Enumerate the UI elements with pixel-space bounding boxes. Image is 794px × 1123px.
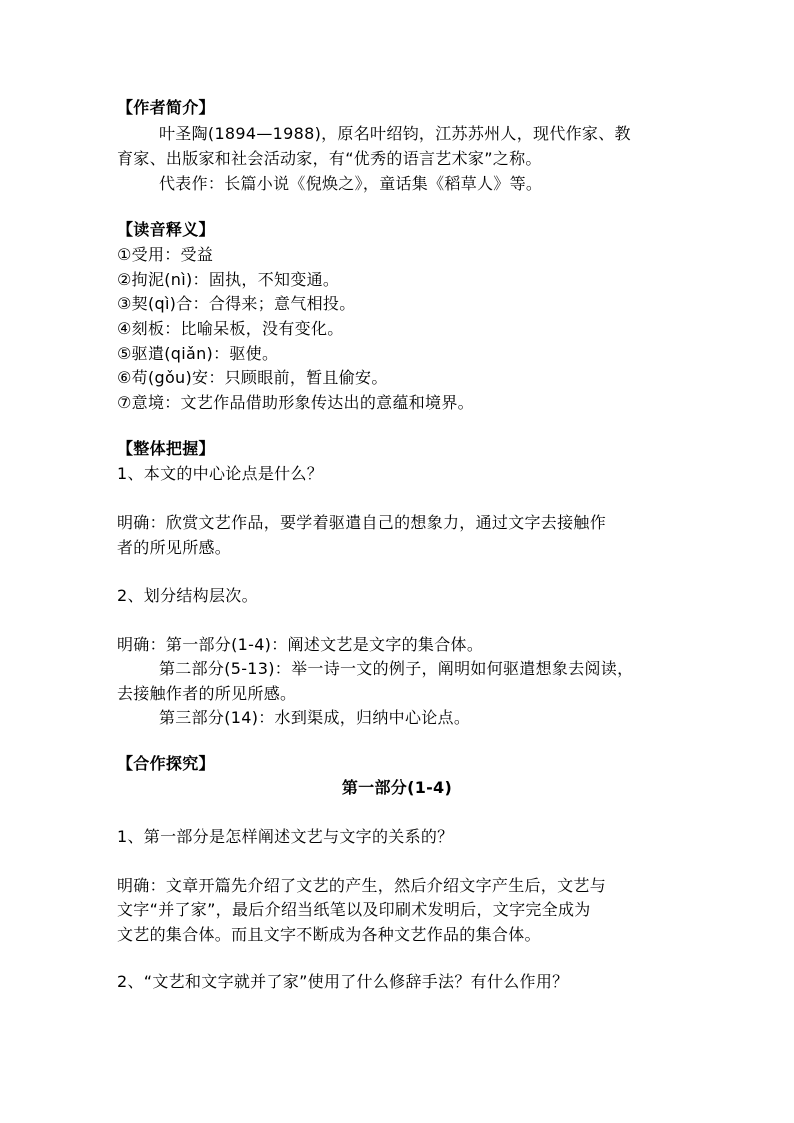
pronunciation-item-6: ⑥苟(gǒu)安：只顾眼前，暂且偷安。 — [117, 368, 388, 387]
overall-answer-2-line-4: 第三部分(14)：水到渠成，归纳中心论点。 — [159, 708, 471, 727]
overall-answer-1-line-2: 者的所见所感。 — [117, 538, 232, 557]
author-works-line: 代表作：长篇小说《倪焕之》，童话集《稻草人》等。 — [159, 174, 543, 193]
cooperation-answer-1-line-1: 明确：文章开篇先介绍了文艺的产生，然后介绍文字产生后，文艺与 — [117, 876, 607, 895]
overall-answer-2-line-1: 明确：第一部分(1-4)：阐述文艺是文字的集合体。 — [117, 635, 484, 654]
pronunciation-item-3: ③契(qì)合：合得来；意气相投。 — [117, 294, 356, 313]
overall-answer-1-line-1: 明确：欣赏文艺作品，要学着驱遣自己的想象力，通过文字去接触作 — [117, 513, 607, 532]
author-intro-line-1: 叶圣陶(1894—1988)，原名叶绍钧，江苏苏州人，现代作家、教 — [159, 124, 631, 143]
cooperation-answer-1-line-3: 文艺的集合体。而且文字不断成为各种文艺作品的集合体。 — [117, 925, 541, 944]
cooperation-heading: 【合作探究】 — [117, 754, 215, 773]
pronunciation-item-1: ①受用：受益 — [117, 245, 214, 264]
author-intro-line-2: 育家、出版家和社会活动家，有“优秀的语言艺术家”之称。 — [117, 149, 542, 168]
pronunciation-item-2: ②拘泥(nì)：固执，不知变通。 — [117, 270, 340, 289]
overall-heading: 【整体把握】 — [117, 439, 215, 458]
overall-answer-2-line-2: 第二部分(5-13)：举一诗一文的例子，阐明如何驱遣想象去阅读， — [159, 659, 634, 678]
cooperation-question-1: 1、第一部分是怎样阐述文艺与文字的关系的？ — [117, 827, 454, 846]
pronunciation-item-7: ⑦意境：文艺作品借助形象传达出的意蕴和境界。 — [117, 393, 474, 412]
pronunciation-item-5: ⑤驱遣(qiǎn)：驱使。 — [117, 344, 279, 363]
pronunciation-item-4: ④刻板：比喻呆板，没有变化。 — [117, 319, 344, 338]
overall-answer-2-line-3: 去接触作者的所见所感。 — [117, 684, 297, 703]
overall-question-2: 2、划分结构层次。 — [117, 586, 258, 605]
cooperation-answer-1-line-2: 文字“并了家”，最后介绍当纸笔以及印刷术发明后，文字完全成为 — [117, 900, 591, 919]
section-title: 第一部分(1-4) — [341, 778, 453, 797]
pronunciation-heading: 【读音释义】 — [117, 220, 215, 239]
overall-question-1: 1、本文的中心论点是什么？ — [117, 464, 324, 483]
author-intro-heading: 【作者简介】 — [117, 98, 215, 117]
cooperation-question-2: 2、“文艺和文字就并了家”使用了什么修辞手法？有什么作用？ — [117, 972, 569, 991]
